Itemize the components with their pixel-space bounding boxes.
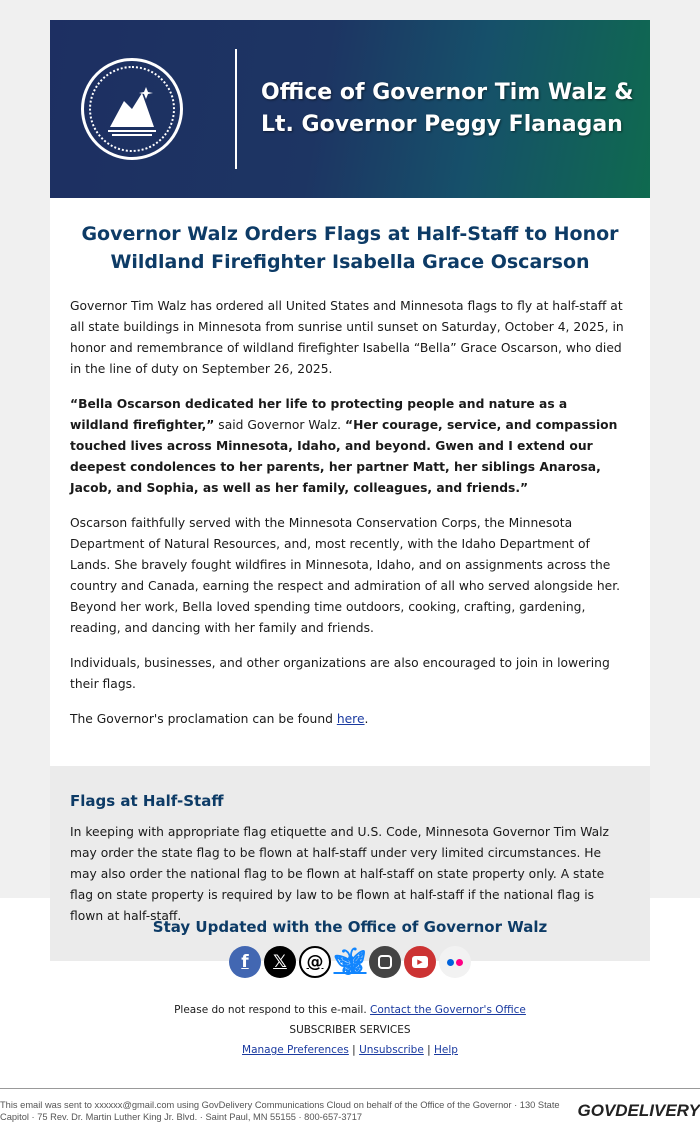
quote: “Her courage, service, and compassion touched lives across Minnesota, Idaho, and beyond. Gwen and I extend our deepest condolences to her parents, her partner Matt, her siblings Anarosa, Jacob, and Sophia, as well as her family, colleagues, and friends.” [70, 418, 618, 495]
youtube-icon[interactable]: ▶ [404, 946, 436, 978]
proclamation-link[interactable]: here [336, 712, 365, 726]
paragraph: Oscarson faithfully served with the Minnesota Conservation Corps, the Minnesota Department of Natural Resources, and, most recently, with the Idaho Department of Lands. She bravely fought wildfires in Minnesota, Idaho, and on assignments across the country and Canada, earning the respect and admiration of all who served alongside her. Beyond her work, Bella loved spending time outdoors, cooking, crafting, gardening, reading, and dancing with her family and friends. [70, 516, 621, 635]
flickr-icon[interactable] [439, 946, 471, 978]
attribution: said Governor Walz. [214, 418, 345, 432]
separator: | [352, 1044, 356, 1056]
paragraph: Governor Tim Walz has ordered all United States and Minnesota flags to fly at half-staff at all state buildings in Minnesota from sunrise until sunset on Saturday, October 4, 2025, in honor and remembrance of wildland firefighter Isabella “Bella” Grace Oscarson, who died in the line of duty on September 26, 2025. [70, 299, 624, 376]
legal-text: This email was sent to xxxxxx@gmail.com using GovDelivery Communications Cloud on behalf of the Office of the Governor · 130 State Capitol · 75 Rev. Dr. Martin Luther King Jr. Blvd. · Saint Paul, MN 55155 · 800-657-3717 [0, 1100, 560, 1122]
divider [235, 49, 237, 169]
noreply-text: Please do not respond to this e-mail. [174, 1004, 371, 1016]
unsubscribe-link[interactable]: Unsubscribe [359, 1044, 424, 1056]
article-title: Governor Walz Orders Flags at Half-Staff to Honor Wildland Firefighter Isabella Grace Oscarson [81, 223, 619, 273]
manage-preferences-link[interactable]: Manage Preferences [242, 1044, 349, 1056]
article [50, 198, 650, 766]
text: The Governor's proclamation can be found [70, 712, 337, 726]
subscriber-services: SUBSCRIBER SERVICES [289, 1024, 411, 1036]
social-links [0, 946, 700, 978]
separator: | [427, 1044, 431, 1056]
govdelivery-logo: GOVDELIVERY [577, 1101, 700, 1120]
facebook-icon[interactable]: f [229, 946, 261, 978]
flags-heading: Flags at Half-Staff [70, 792, 224, 810]
quote-paragraph [70, 394, 630, 499]
paragraph: Individuals, businesses, and other organizations are also encouraged to join in lowering their flags. [70, 656, 610, 691]
legal-footer [0, 1088, 700, 1123]
help-link[interactable]: Help [434, 1044, 458, 1056]
footer-heading: Stay Updated with the Office of Governor Walz [152, 918, 548, 936]
subscriber-links [0, 1040, 700, 1060]
bluesky-icon[interactable]: 🦋︎ [333, 947, 367, 977]
minnesota-seal-logo [81, 58, 183, 160]
x-icon[interactable]: 𝕏 [264, 946, 296, 978]
text: . [364, 712, 369, 726]
footer [0, 898, 700, 1123]
instagram-icon[interactable] [369, 946, 401, 978]
paragraph [70, 709, 630, 730]
flags-body: In keeping with appropriate flag etiquette and U.S. Code, Minnesota Governor Tim Walz may order the state flag to be flown at half-staff under very limited circumstances. He may also order the national flag to be flown at half-staff on state property only. A state flag on state property is required by law to be flown at half-staff if the national flag is flown at half-staff. [70, 825, 609, 923]
header-banner [50, 20, 650, 198]
banner-title-line2: Lt. Governor Peggy Flanagan [261, 112, 623, 137]
threads-icon[interactable]: @ [299, 946, 331, 978]
contact-link[interactable]: Contact the Governor's Office [370, 1004, 526, 1016]
noreply-line [0, 1000, 700, 1020]
banner-title-line1: Office of Governor Tim Walz & [261, 80, 634, 105]
quote: “Bella Oscarson dedicated her life to protecting people and nature as a wildland firefighter,” [70, 397, 568, 432]
